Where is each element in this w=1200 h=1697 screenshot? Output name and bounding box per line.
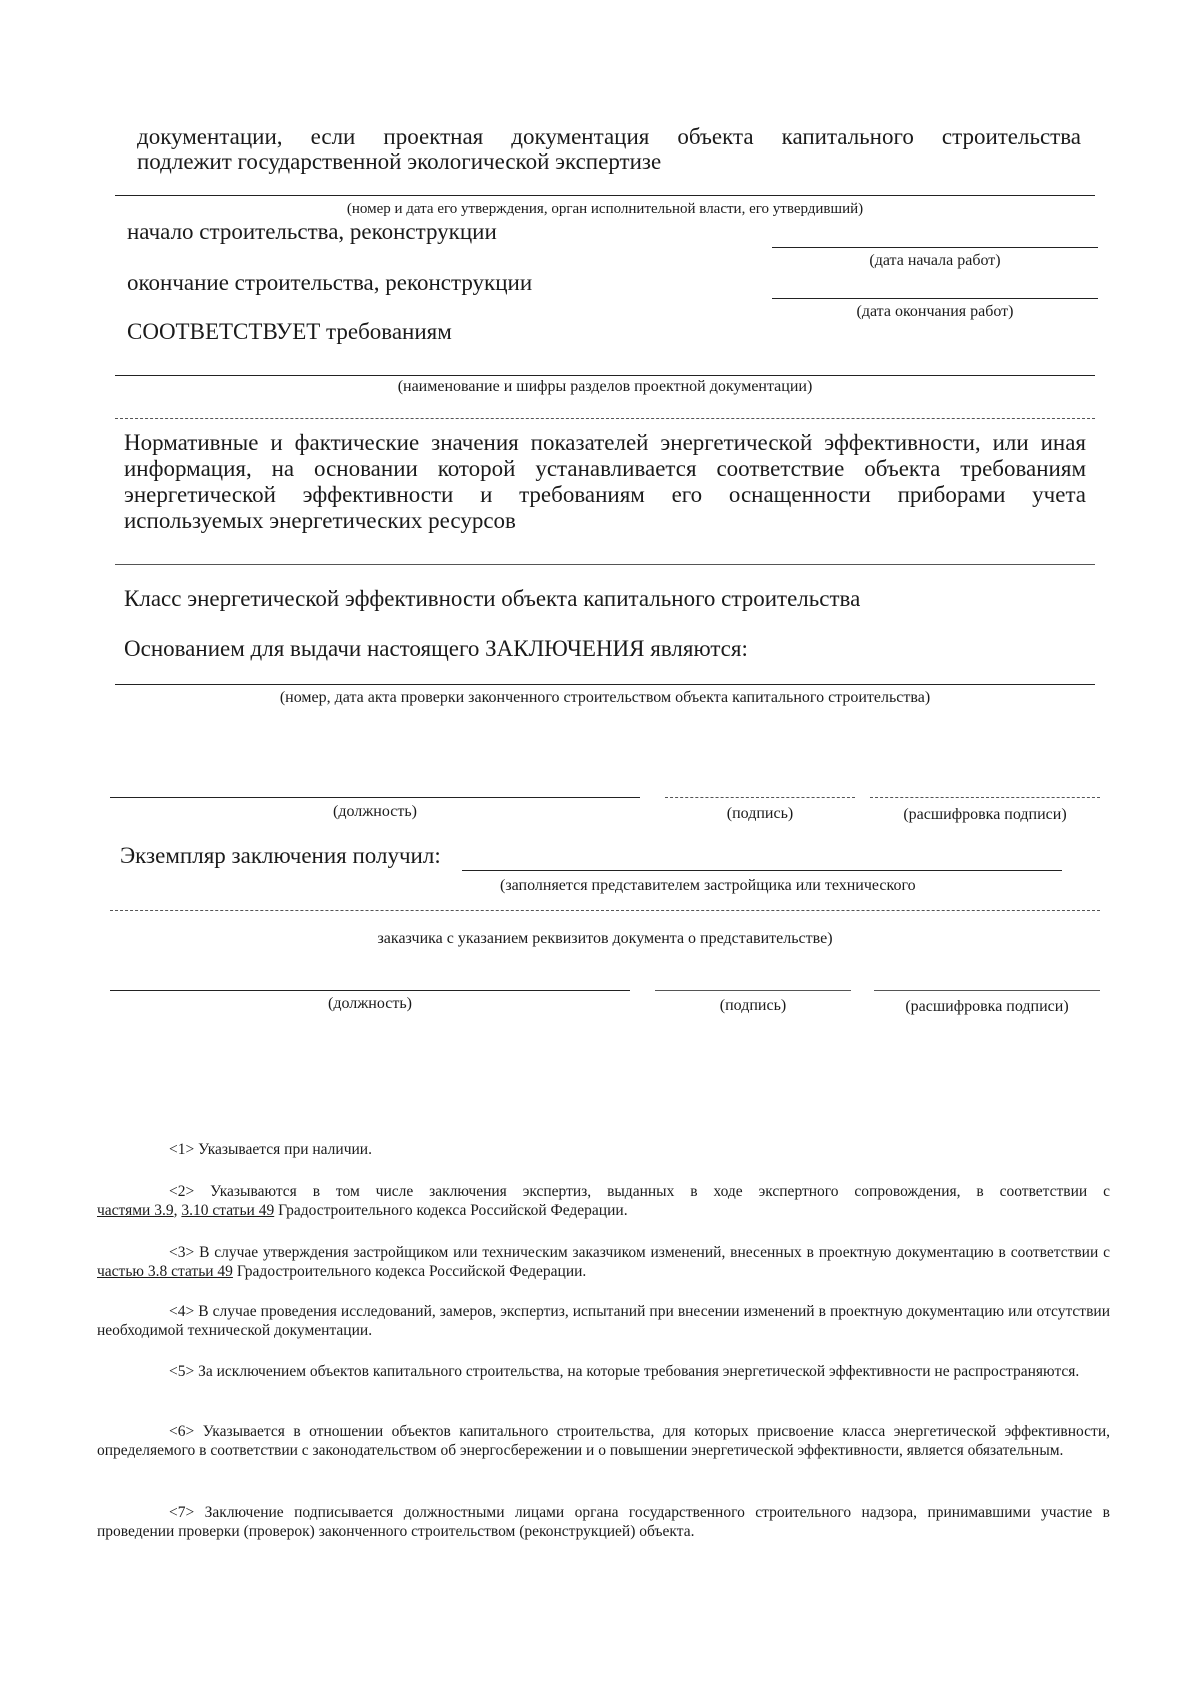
sig2-position-line: [110, 990, 630, 991]
approval-line: [115, 195, 1095, 196]
sig2-decryption-line: [874, 990, 1100, 991]
energy-paragraph-line1: Нормативные и фактические значения показателей энергетической эффективности, или иная: [124, 430, 1086, 455]
caption-approval: (номер и дата его утверждения, орган исполнительной власти, его утвердивший): [346, 201, 864, 217]
complies-line: [115, 375, 1095, 376]
energy-paragraph-line3: энергетической эффективности и требованиям его оснащенности приборами учета: [124, 482, 1086, 507]
basis-label: Основанием для выдачи настоящего ЗАКЛЮЧЕНИЯ являются:: [124, 636, 748, 661]
basis-caption: (номер, дата акта проверки законченного строительством объекта капитального строительства): [279, 689, 931, 706]
footnote-2-link-1[interactable]: частями 3.9: [97, 1202, 174, 1219]
sig1-signature-line: [665, 797, 855, 798]
energy-class-label: Класс энергетической эффективности объекта капитального строительства: [124, 586, 861, 611]
construction-end-line: [772, 298, 1098, 299]
footnote-5: <5> За исключением объектов капитального строительства, на которые требования энергетической эффективности не распространяются.: [169, 1363, 1080, 1380]
energy-line: [115, 564, 1095, 565]
footnote-1: [97, 1140, 1110, 1159]
top-paragraph-line2: подлежит государственной экологической экспертизе: [137, 149, 662, 174]
footnote-2-text: <2> Указываются в том числе заключения экспертиз, выданных в ходе экспертного сопровождения, в соответствии с: [169, 1183, 1110, 1200]
footnote-7: <7> Заключение подписывается должностными лицами органа государственного строительного надзора, принимавшими участие в проведении проверки (проверок) законченного строительством (реконструкцией) объекта.: [97, 1504, 1110, 1540]
complies-caption: (наименование и шифры разделов проектной документации): [397, 378, 813, 395]
copy-received-line2: [110, 910, 1100, 911]
sig2-signature-line: [655, 990, 851, 991]
construction-start-label: начало строительства, реконструкции: [127, 219, 497, 244]
sig2-position-caption: (должность): [328, 995, 412, 1012]
sig1-decryption-line: [870, 797, 1100, 798]
footnote-3: [97, 1243, 1110, 1281]
construction-end-label: окончание строительства, реконструкции: [127, 270, 533, 295]
copy-received-caption1: (заполняется представителем застройщика или технического: [500, 877, 916, 894]
basis-line: [115, 684, 1095, 685]
energy-paragraph-line4: используемых энергетических ресурсов: [124, 508, 516, 533]
copy-received-label: Экземпляр заключения получил:: [120, 843, 441, 868]
footnote-2-link-2[interactable]: 3.10 статьи 49: [181, 1202, 275, 1219]
top-paragraph-line1: документации, если проектная документация объекта капитального строительства: [137, 124, 1081, 149]
construction-start-line: [772, 247, 1098, 248]
energy-paragraph-line2: информация, на основании которой устанавливается соответствие объекта требованиям: [124, 456, 1086, 481]
sig1-decryption-caption: (расшифровка подписи): [903, 806, 1067, 823]
copy-received-line: [462, 870, 1062, 871]
complies-label: СООТВЕТСТВУЕТ требованиям: [127, 319, 452, 344]
footnote-3-text: <3> В случае утверждения застройщиком или техническим заказчиком изменений, внесенных в проектную документацию в соответствии с: [169, 1244, 1110, 1261]
footnote-4: <4> В случае проведения исследований, замеров, экспертиз, испытаний при внесении изменений в проектную документацию или отсутствии необходимой технической документации.: [97, 1303, 1110, 1339]
sig1-position-caption: (должность): [333, 803, 417, 820]
sig1-signature-caption: (подпись): [726, 805, 794, 822]
footnote-6: <6> Указывается в отношении объектов капитального строительства, для которых присвоение класса энергетической эффективности, определяемого в соответствии с законодательством об энергосбережении и о повышении энергетической эффективности, является обязательным.: [97, 1423, 1110, 1459]
footnote-2-separator: ,: [173, 1202, 182, 1219]
sig2-decryption-caption: (расшифровка подписи): [905, 998, 1069, 1015]
separator-line: [115, 418, 1095, 419]
construction-end-caption: (дата окончания работ): [856, 303, 1014, 320]
footnote-2-tail: Градостроительного кодекса Российской Федерации.: [274, 1202, 628, 1219]
copy-received-caption2: заказчика с указанием реквизитов документа о представительстве): [377, 930, 833, 947]
sig1-position-line: [110, 797, 640, 798]
sig2-signature-caption: (подпись): [719, 997, 787, 1014]
footnote-3-link[interactable]: частью 3.8 статьи 49: [97, 1263, 233, 1280]
footnote-2: [97, 1182, 1110, 1220]
construction-start-caption: (дата начала работ): [869, 252, 1001, 269]
footnote-3-tail: Градостроительного кодекса Российской Федерации.: [232, 1263, 587, 1280]
footnote-1-text: <1> Указывается при наличии.: [169, 1141, 372, 1158]
